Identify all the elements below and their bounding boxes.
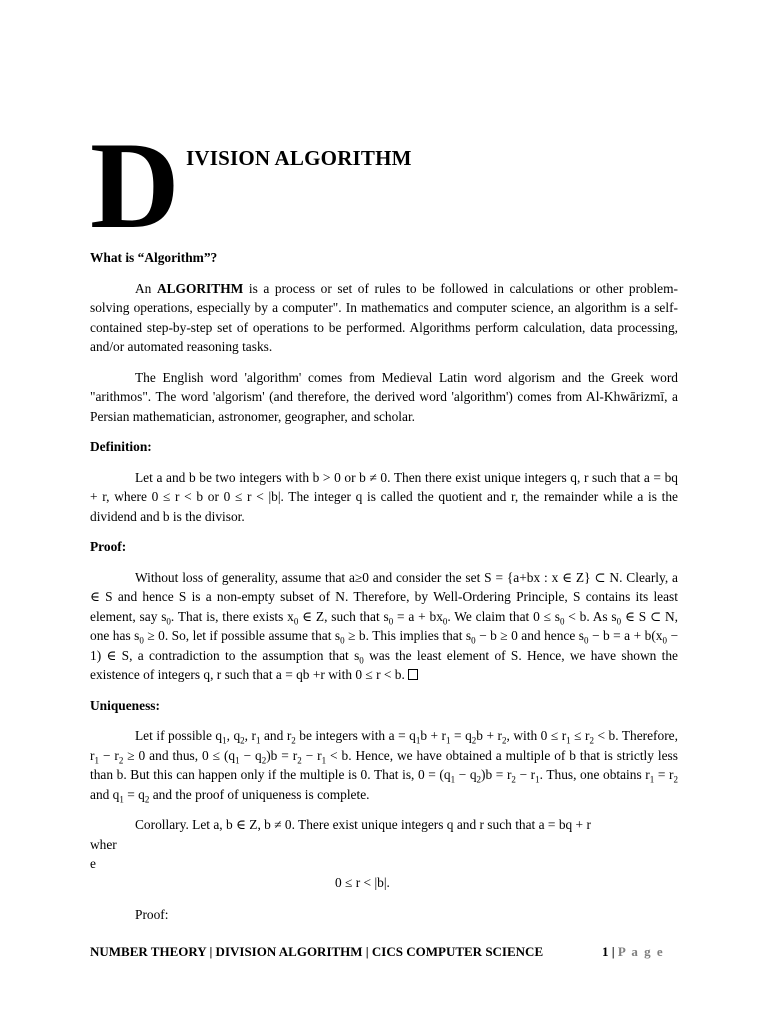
subscript: 0	[388, 616, 394, 627]
subscript: 2	[476, 774, 482, 785]
uniq-text: , q	[226, 728, 241, 743]
subscript: 1	[94, 755, 99, 766]
uniq-text: ≥ 0 and thus, 0 ≤ (q	[123, 747, 236, 763]
section-heading-definition: Definition:	[90, 439, 152, 454]
proof-text: ∈ Z, such that s	[298, 608, 389, 624]
paragraph-definition: Let a and b be two integers with b > 0 or b ≠ 0. Then there exist unique integers q, r such that a = bq + r, where 0 ≤ r < b or 0 ≤ r < |b|. The integer q is called the quotient and r, the remainder while a is the dividend and b is the divisor.	[90, 469, 678, 524]
section-heading-uniqueness: Uniqueness:	[90, 697, 160, 713]
subscript: 0	[340, 635, 345, 646]
subscript: 2	[502, 735, 507, 746]
subscript: 0	[442, 616, 448, 627]
algorithm-term: ALGORITHM	[156, 280, 244, 296]
uniq-text: < b. Therefore, r	[90, 728, 678, 763]
p1-lead-pre: An	[135, 280, 157, 296]
uniq-text: = q	[123, 786, 145, 802]
corollary-proof-label: Proof:	[135, 907, 169, 922]
uniq-text: − q	[455, 767, 477, 782]
subscript: 0	[359, 655, 364, 666]
subscript: 1	[255, 735, 261, 746]
page-title: IVISION ALGORITHM	[186, 146, 412, 170]
proof-text: ≥ 0. So, let if possible assume that s	[143, 628, 341, 643]
subscript: 0	[616, 616, 622, 627]
page-footer	[90, 944, 678, 960]
subscript: 2	[589, 735, 594, 746]
proof-text: − b = a + b(x	[588, 628, 663, 643]
paragraph-algorithm-definition	[90, 279, 678, 357]
uniq-text: be integers with a = q	[295, 728, 416, 743]
subscript: 2	[673, 774, 678, 785]
uniq-text: − r	[301, 747, 322, 763]
proof-text: was the least element of S. Hence, we have shown the existence of integers q, r such that a = qb +r with 0 ≤ r < b.	[90, 647, 678, 682]
subscript: 1	[321, 755, 327, 766]
uniq-text: − q	[239, 747, 262, 763]
uniq-text: and r	[260, 728, 292, 743]
paragraph-etymology: The English word 'algorithm' comes from Medieval Latin word algorism and the Greek word "arithmos". The word 'algorism' (and therefore, the derived word 'algorithm') comes from Al-Khwārizmī, a Persian mathematician, astronomer, geographer, and scholar.	[90, 369, 678, 424]
title-dropcap: D	[90, 117, 180, 254]
document-page	[90, 0, 678, 1024]
uniq-text: , with 0 ≤ r	[506, 728, 567, 743]
uniq-text: and the proof of uniqueness is complete.	[149, 786, 370, 802]
subscript: 0	[559, 616, 565, 627]
section-heading-proof: Proof:	[90, 539, 127, 554]
section-heading-what-is: What is “Algorithm”?	[90, 250, 218, 265]
corollary-inequality: 0 ≤ r < |b|.	[335, 874, 390, 890]
subscript: 2	[471, 735, 477, 746]
proof-text: . That is, there exists x	[170, 608, 294, 624]
paragraph-uniqueness	[90, 726, 678, 804]
subscript: 0	[584, 635, 589, 646]
subscript: 0	[293, 616, 299, 627]
uniq-text: − r	[98, 747, 119, 763]
subscript: 1	[446, 735, 451, 746]
page-number: 1	[602, 944, 609, 959]
document-body	[90, 248, 678, 925]
uniq-text: )b = r	[266, 747, 298, 763]
subscript: 2	[261, 755, 267, 766]
subscript: 1	[649, 774, 655, 785]
subscript: 2	[118, 755, 124, 766]
proof-text: − b ≥ 0 and hence s	[475, 628, 584, 643]
subscript: 1	[222, 735, 227, 746]
uniq-text: b + r	[476, 728, 502, 743]
subscript: 1	[415, 735, 421, 746]
subscript: 0	[662, 635, 667, 646]
uniq-text: . Thus, one obtains r	[539, 767, 650, 782]
uniq-text: and q	[90, 786, 120, 802]
uniq-text: ≤ r	[570, 728, 590, 743]
proof-text: − 1) ∈ S, a contradiction to the assumption that s	[90, 628, 678, 663]
subscript: 2	[511, 774, 516, 785]
uniq-text: )b = r	[481, 767, 512, 782]
p1-text: is a process or set of rules to be followed in calculations or other problem-solving operations, especially by a computer". In mathematics and computer science, an algorithm is a self-contained step-by-step set of operations to be performed. Algorithms perform calculation, data processing, and/or automated reasoning tasks.	[90, 280, 678, 354]
uniq-text: Let if possible q	[135, 728, 223, 743]
subscript: 1	[450, 774, 456, 785]
uniq-text: < b. Hence, we have obtained a multiple of b that is strictly less than b. But this can happen only if the multiple is 0. That is, 0 = (q	[90, 747, 678, 782]
uniq-text: = r	[654, 767, 674, 782]
uniq-text: − r	[515, 767, 536, 782]
page-label: P a g e	[617, 944, 665, 959]
uniq-text: , r	[244, 728, 256, 743]
subscript: 1	[566, 735, 571, 746]
subscript: 0	[166, 616, 171, 627]
subscript: 2	[240, 735, 245, 746]
subscript: 1	[119, 794, 124, 805]
subscript: 0	[139, 635, 144, 646]
uniq-text: = q	[450, 728, 472, 743]
uniq-text: b + r	[420, 728, 447, 743]
corollary-wrap-e: e	[90, 855, 96, 871]
subscript: 0	[471, 635, 476, 646]
page-separator: |	[608, 944, 618, 959]
subscript: 2	[144, 794, 150, 805]
proof-text: Without loss of generality, assume that a≥0 and consider the set S = {a+bx : x ∈ Z} ⊂ N. Clearly, a ∈ S and hence S is a non-empty subset of N. Therefore, by Well-Ordering Principle, S contains its least element, say s	[90, 569, 678, 624]
corollary-wrap-wher: wher	[90, 836, 117, 852]
subscript: 1	[535, 774, 540, 785]
subscript: 1	[235, 755, 240, 766]
paragraph-proof	[90, 568, 678, 685]
footer-title: NUMBER THEORY | DIVISION ALGORITHM | CICS COMPUTER SCIENCE	[90, 944, 544, 959]
subscript: 2	[297, 755, 302, 766]
subscript: 2	[291, 735, 296, 746]
proof-text: ∈ S ⊂ N, one has s	[90, 608, 678, 643]
proof-text: = a + bx	[393, 608, 443, 624]
paragraph-corollary: Corollary. Let a, b ∈ Z, b ≠ 0. There exist unique integers q and r such that a = bq + r	[135, 817, 591, 832]
qed-box-icon	[408, 669, 418, 680]
footer-page-number	[602, 944, 664, 960]
proof-text: < b. As s	[564, 608, 617, 624]
proof-text: . We claim that 0 ≤ s	[447, 608, 560, 624]
proof-text: ≥ b. This implies that s	[344, 628, 472, 643]
